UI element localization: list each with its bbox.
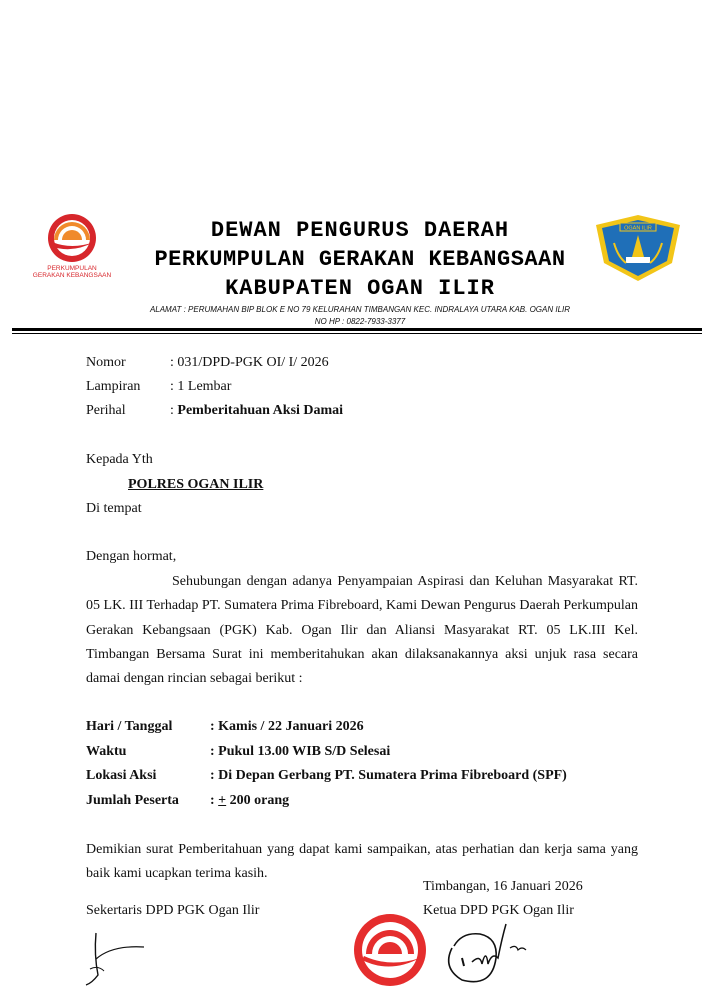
detail-value-peserta [210,793,289,809]
emblem-text: OGAN ILIR [624,225,652,232]
logo-text-1: PERKUMPULAN [47,265,97,272]
nomor-value: : 031/DPD-PGK OI/ I/ 2026 [170,355,329,370]
perihal-label: Perihal [86,403,126,418]
plus-minus-symbol: + [218,793,227,808]
letterhead-line-2: PERKUMPULAN GERAKAN KEBANGSAAN [154,247,566,272]
kepada-label: Kepada Yth [86,452,153,467]
body-paragraph: Sehubungan dengan adanya Penyampaian Aspirasi dan Keluhan Masyarakat RT. 05 LK. III Terhadap PT. Sumatera Prima Fibreboard, Kami Dewan Pengurus Daerah Perkumpulan Gerakan Kebangsaan (PGK) Kab. Ogan Ilir dan Aliansi Masyarakat RT. 05 LK.III Kel. Timbangan Bersama Surat ini memberitahukan akan dilaksanakannya aksi unjuk rasa secara damai dengan rincian sebagai berikut : [86,574,638,687]
right-signature [432,918,552,988]
left-signatory-title: Sekertaris DPD PGK Ogan Ilir [86,903,260,918]
letterhead-phone: NO HP : 0822-7933-3377 [314,317,406,326]
peserta-colon: : [210,793,219,808]
letterhead-line-3: KABUPATEN OGAN ILIR [225,276,495,301]
lampiran-value: : 1 Lembar [170,379,232,394]
detail-label-peserta: Jumlah Peserta [86,793,179,808]
detail-value-lokasi: : Di Depan Gerbang PT. Sumatera Prima Fibreboard (SPF) [210,768,567,783]
letterhead-address: ALAMAT : PERUMAHAN BIP BLOK E NO 79 KELURAHAN TIMBANGAN KEC. INDRALAYA UTARA KAB. OGAN ILIR [149,305,571,314]
recipient-name: POLRES OGAN ILIR [128,477,264,492]
detail-label-waktu: Waktu [86,744,127,759]
lampiran-label: Lampiran [86,379,141,394]
perihal-value-wrap [170,403,343,419]
place-date: Timbangan, 16 Januari 2026 [423,879,583,894]
perihal-value: Pemberitahuan Aksi Damai [177,403,344,418]
detail-label-lokasi: Lokasi Aksi [86,768,157,783]
nomor-label: Nomor [86,355,126,370]
right-signatory-title: Ketua DPD PGK Ogan Ilir [423,903,574,918]
greeting: Dengan hormat, [86,549,177,564]
left-signature [82,925,152,988]
detail-value-hari: : Kamis / 22 Januari 2026 [210,719,364,734]
closing-paragraph: Demikian surat Pemberitahuan yang dapat kami sampaikan, atas perhatian dan kerja sama yang baik kami ucapkan terima kasih. [86,842,638,882]
peserta-count: 200 orang [226,793,290,808]
letterhead-rule-thin [12,333,702,334]
perihal-colon: : [170,403,178,418]
letterhead-rule [12,328,702,331]
detail-value-waktu: : Pukul 13.00 WIB S/D Selesai [210,744,391,759]
logo-text-2: GERAKAN KEBANGSAAN [32,272,112,279]
detail-label-hari: Hari / Tanggal [86,719,173,734]
letterhead-line-1: DEWAN PENGURUS DAERAH [210,218,510,243]
recipient-place: Di tempat [86,501,142,516]
stamp-logo [350,910,430,988]
